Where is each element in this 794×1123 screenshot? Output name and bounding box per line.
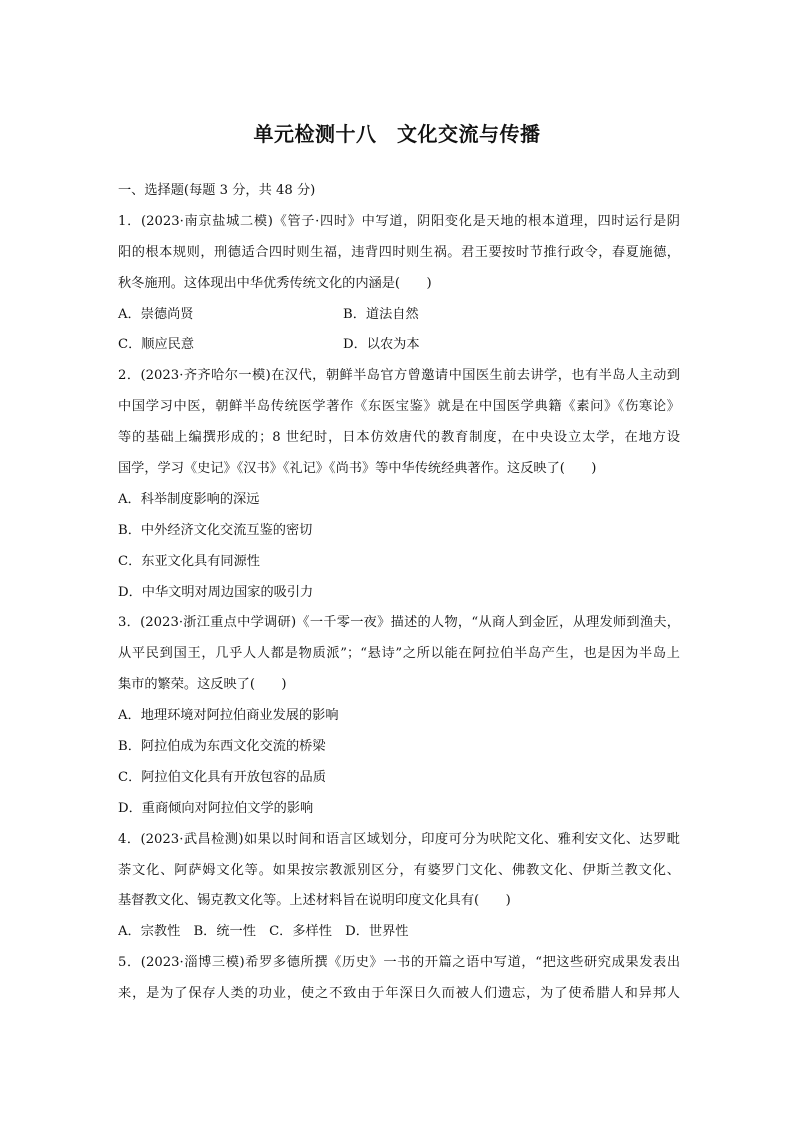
option-row [118, 330, 680, 361]
question-text-line: 等的基础上编撰形成的；8 世纪时，日本仿效唐代的教育制度，在中央设立太学，在地方设 [118, 430, 680, 446]
question-text-line: 来，是为了保存人类的功业，使之不致由于年深日久而被人们遗忘，为了使希腊人和异邦人 [118, 986, 680, 1002]
option-d: D．中华文明对周边国家的吸引力 [118, 584, 314, 600]
question-text-line: 国学，学习《史记》《汉书》《礼记》《尚书》等中华传统经典著作。这反映了( ) [118, 461, 597, 477]
question-text-line: 基督教文化、锡克教文化等。上述材料旨在说明印度文化具有( ) [118, 893, 511, 909]
question-text-line: 4．(2023·武昌检测)如果以时间和语言区域划分，印度可分为吠陀文化、雅利安文化、达罗毗 [118, 831, 680, 847]
question-text-line: 秋冬施刑。这体现出中华优秀传统文化的内涵是( ) [118, 275, 432, 291]
question-5 [118, 948, 680, 1010]
question-4 [118, 825, 680, 949]
option-b: B．道法自然 [343, 306, 419, 322]
question-text-line: 2．(2023·齐齐哈尔一模)在汉代，朝鲜半岛官方曾邀请中国医生前去讲学，也有半岛人主动到 [118, 368, 680, 384]
option-a: A．科举制度影响的深远 [118, 491, 260, 507]
option-a: A．地理环境对阿拉伯商业发展的影响 [118, 708, 339, 724]
option-c: C．阿拉伯文化具有开放包容的品质 [118, 769, 326, 785]
question-text-line: 5．(2023·淄博三模)希罗多德所撰《历史》一书的开篇之语中写道，“把这些研究成果发表出 [118, 955, 680, 971]
option-a: A．崇德尚贤 [118, 306, 194, 322]
question-2 [118, 361, 680, 608]
page-title: 单元检测十八 文化交流与传播 [253, 122, 541, 146]
option-c: C．东亚文化具有同源性 [118, 553, 260, 569]
question-1 [118, 207, 680, 361]
option-b: B．中外经济文化交流互鉴的密切 [118, 522, 313, 538]
option-row [118, 300, 680, 331]
option-b: B．阿拉伯成为东西文化交流的桥梁 [118, 739, 326, 755]
question-text-line: 1．(2023·南京盐城二模)《管子·四时》中写道，阴阳变化是天地的根本道理，四时运行是阴 [118, 213, 680, 229]
option-d: D．以农为本 [343, 337, 420, 353]
question-text-line: 从平民到国王，几乎人人都是物质派”；“悬诗”之所以能在阿拉伯半岛产生，也是因为半岛上 [118, 646, 680, 662]
question-text-line: 3．(2023·浙江重点中学调研)《一千零一夜》描述的人物，“从商人到金匠，从理发师到渔夫， [118, 615, 680, 631]
document-body [118, 176, 680, 1010]
option-c: C．顺应民意 [118, 337, 195, 353]
question-3 [118, 608, 680, 824]
question-text-line: 中国学习中医，朝鲜半岛传统医学著作《东医宝鉴》就是在中国医学典籍《素问》《伤寒论》 [118, 399, 680, 415]
question-text-line: 荼文化、阿萨姆文化等。如果按宗教派别区分，有婆罗门文化、佛教文化、伊斯兰教文化、 [118, 862, 680, 878]
option-row: A．宗教性 B．统一性 C．多样性 D．世界性 [118, 924, 409, 940]
section-heading: 一、选择题(每题 3 分，共 48 分) [118, 183, 316, 198]
question-text-line: 集市的繁荣。这反映了( ) [118, 677, 287, 693]
option-d: D．重商倾向对阿拉伯文学的影响 [118, 800, 314, 816]
question-text-line: 阳的根本规则，刑德适合四时则生福，违背四时则生祸。君王要按时节推行政令，春夏施德， [118, 244, 680, 260]
